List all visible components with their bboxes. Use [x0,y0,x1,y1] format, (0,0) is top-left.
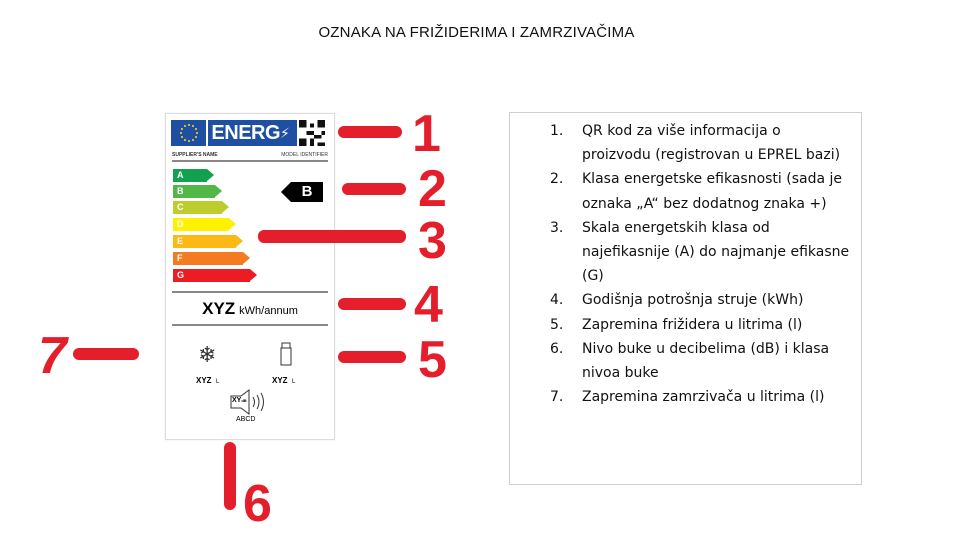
callout-line-7 [73,348,139,360]
noise-value: XYdB [232,397,247,404]
class-bar-d: D [173,218,229,231]
callout-number-6: 6 [243,475,272,533]
legend-item: 3. Skala energetskih klasa od najefikasnije (A) do najmanje efikasne (G) [550,219,850,285]
energy-label [165,113,335,440]
class-bar-b: B [173,185,215,198]
callout-line-5 [338,351,406,363]
divider [172,324,328,326]
class-bar-g: G [173,269,250,282]
fridge-bottle-icon [280,342,292,366]
model-identifier: MODEL IDENTIFIER [281,152,328,158]
divider [172,291,328,293]
energy-logo: ENERG⚡ [208,120,297,146]
legend-item: 4. Godišnja potrošnja struje (kWh) [550,292,804,309]
callout-line-3 [258,230,406,243]
legend-item: 5. Zapremina frižidera u litrima (l) [550,316,803,333]
callout-line-2 [342,183,406,195]
class-bar-a: A [173,169,207,182]
legend-box [509,112,862,485]
legend-item: 7. Zapremina zamrzivača u litrima (l) [550,389,825,406]
callout-line-4 [338,298,406,310]
fridge-volume: XYZ L [272,376,296,385]
supplier-name: SUPPLIER'S NAME [172,152,218,158]
legend-list [550,119,850,409]
consumption-unit: kWh/annum [239,305,298,317]
callout-line-1 [338,126,402,138]
legend-item: 2. Klasa energetske efikasnosti (sada je oznaka „A“ bez dodatnog znaka +) [550,171,843,212]
callout-number-2: 2 [418,160,447,218]
class-bar-e: E [173,235,236,248]
legend-item: 1. QR kod za više informacija o proizvodu (registrovan u EPREL bazi) [550,123,841,164]
consumption-value: XYZ [202,299,236,318]
snowflake-icon: ❄ [198,342,217,367]
callout-number-1: 1 [412,105,441,163]
callout-number-3: 3 [418,212,447,270]
callout-number-7: 7 [38,327,67,385]
label-header [171,120,297,146]
current-class-badge: B [291,182,323,202]
eu-flag-icon [171,120,206,146]
class-bar-c: C [173,201,222,214]
noise-classes: ABCD [236,416,256,423]
divider [172,160,328,162]
callout-line-6 [224,442,236,510]
callout-number-4: 4 [414,276,443,334]
callout-number-5: 5 [418,331,447,389]
freezer-volume: XYZ L [196,376,220,385]
class-bar-f: F [173,252,243,265]
legend-item: 6. Nivo buke u decibelima (dB) i klasa nivoa buke [550,340,830,382]
page-title: OZNAKA NA FRIŽIDERIMA I ZAMRZIVAČIMA [318,24,635,41]
qr-code-icon [299,119,325,147]
annual-consumption [166,299,334,319]
